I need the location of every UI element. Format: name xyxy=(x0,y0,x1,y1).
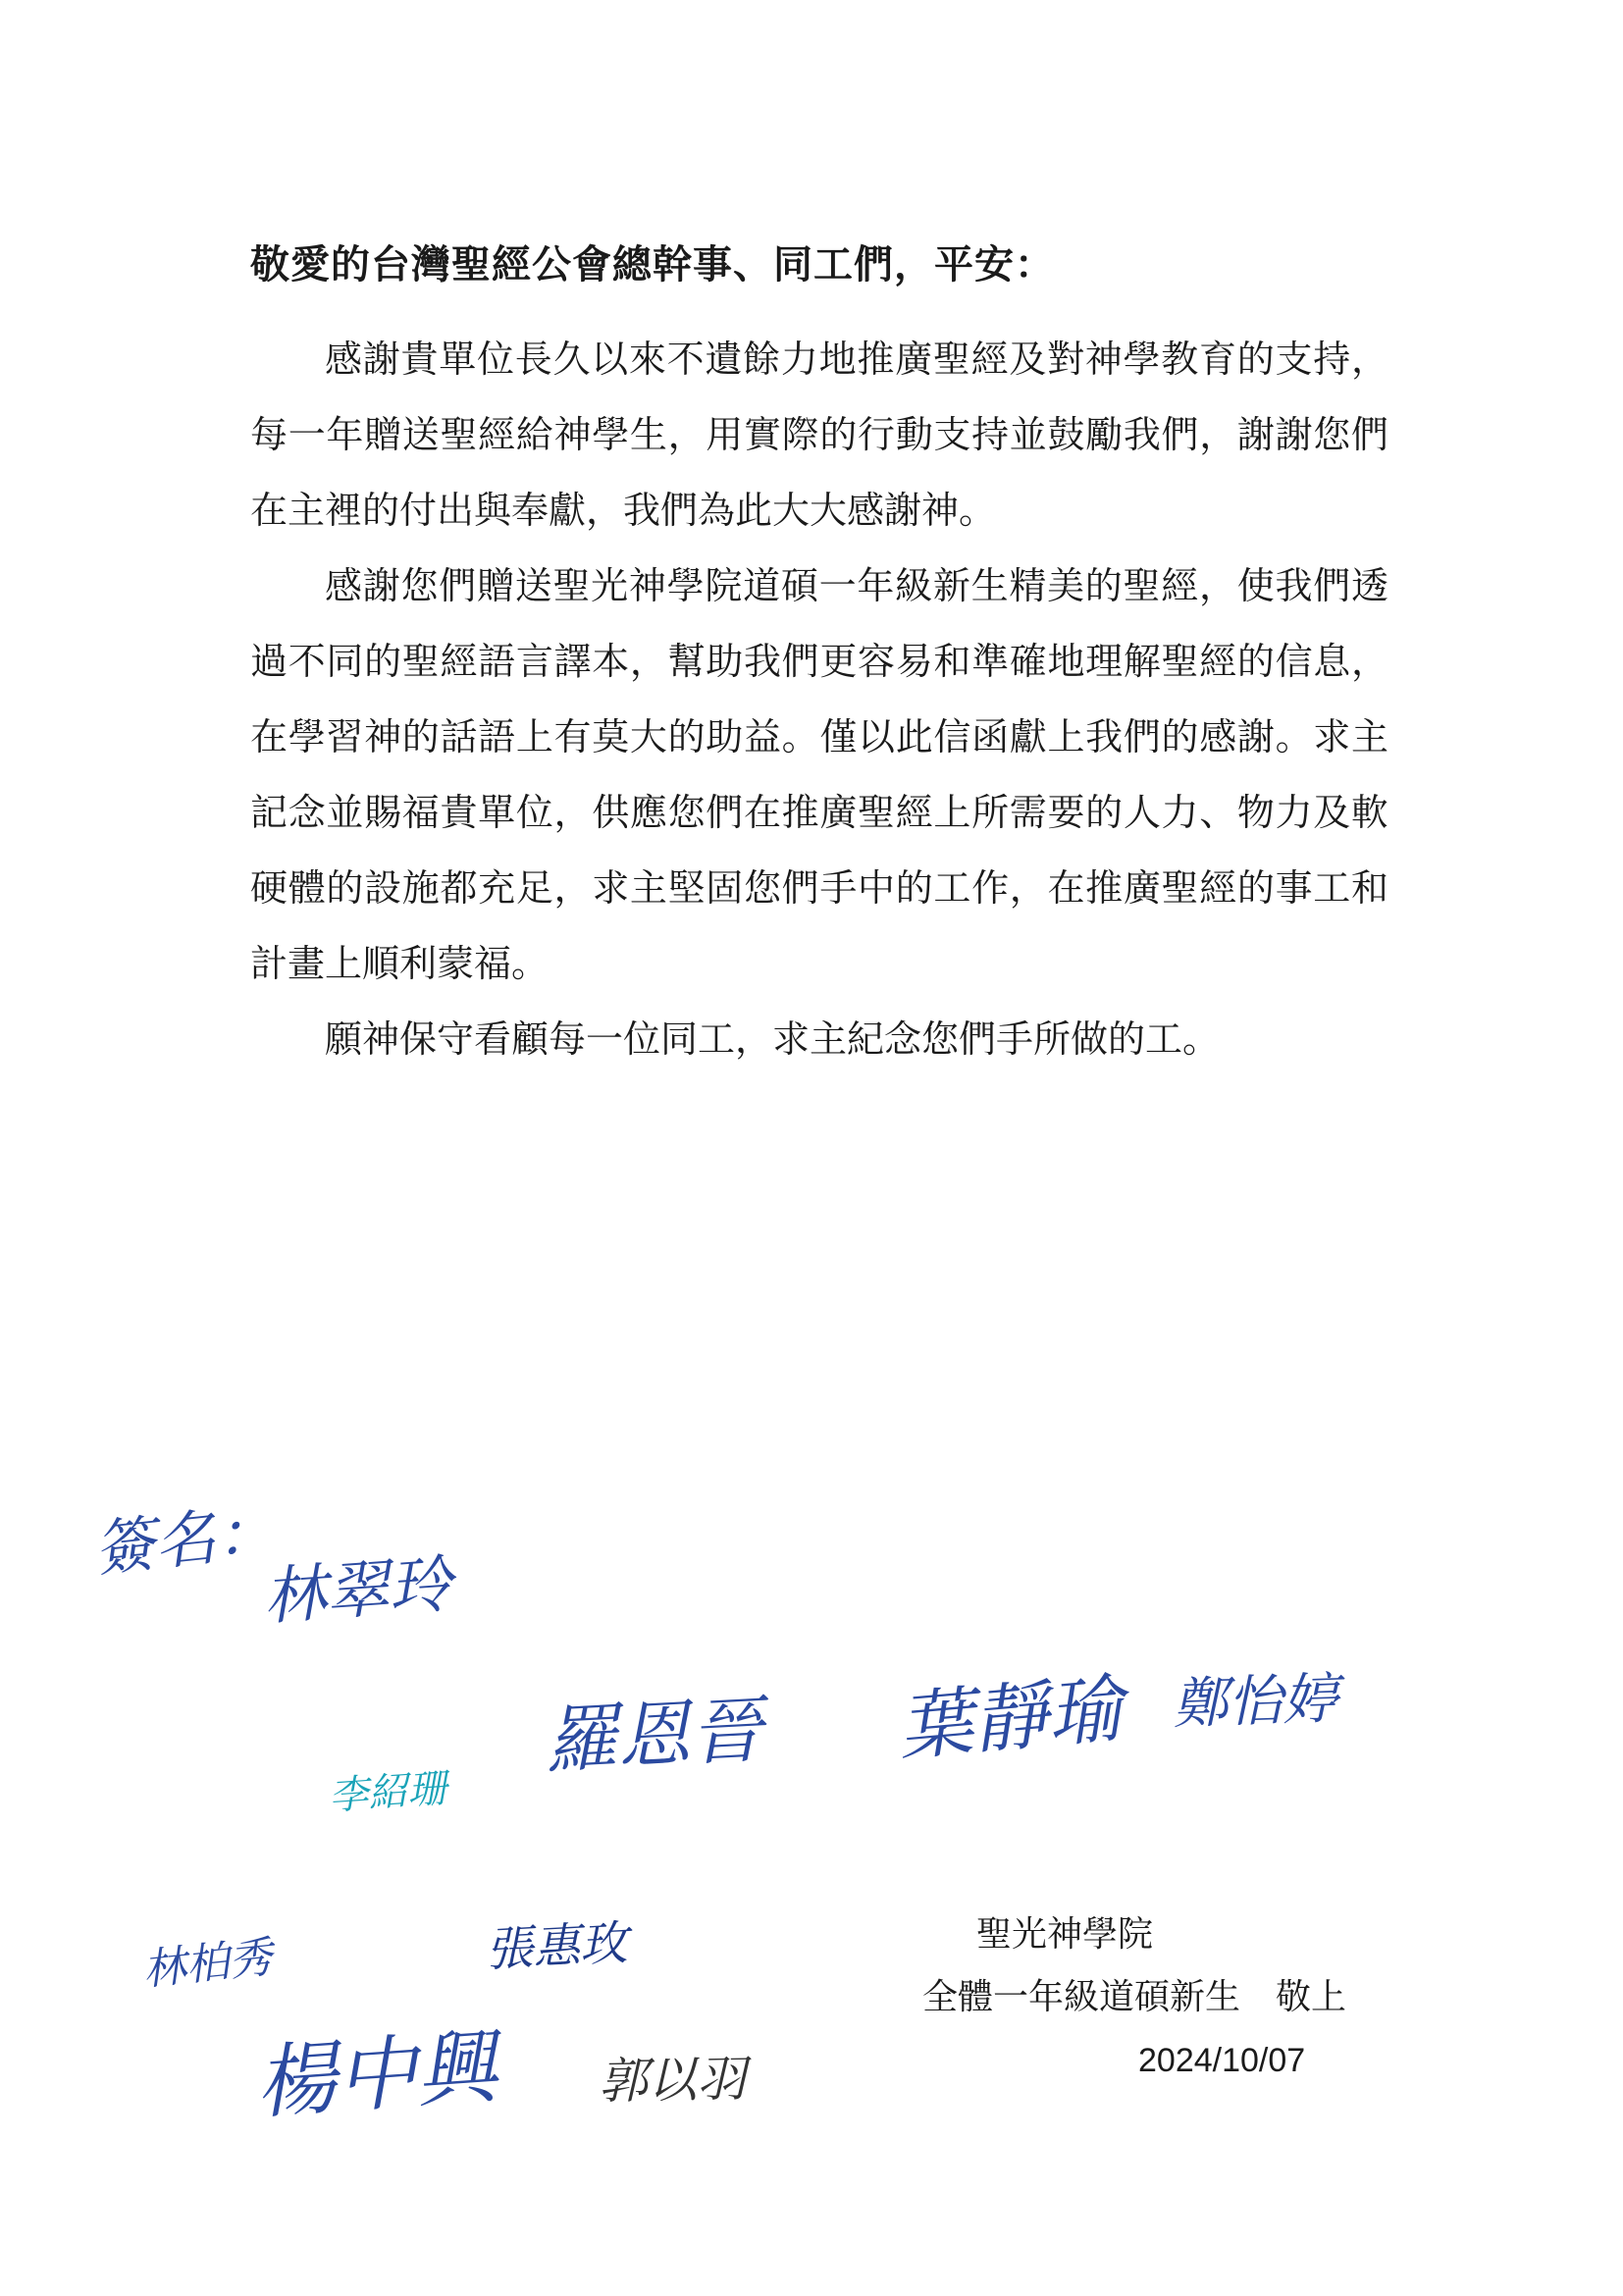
signoff-block xyxy=(922,1904,1393,2092)
signature-6: 林柏秀 xyxy=(140,1932,275,1996)
signature-8: 楊中興 xyxy=(252,2020,500,2131)
letter-body xyxy=(250,322,1388,1077)
signature-label: 簽名： xyxy=(90,1494,280,1586)
signature-2: 羅恩晉 xyxy=(543,1688,765,1784)
paragraph-3: 願神保守看顧每一位同工，求主紀念您們手所做的工。 xyxy=(325,1018,1221,1061)
paragraph-1: 感謝貴單位長久以來不遺餘力地推廣聖經及對神學教育的支持，每一年贈送聖經給神學生，用實際的行動支持並鼓勵我們，謝謝您們在主裡的付出與奉獻，我們為此大大感謝神。 xyxy=(250,338,1388,532)
signoff-date: 2024/10/07 xyxy=(1138,2042,1306,2079)
signature-3: 葉靜瑜 xyxy=(895,1664,1126,1771)
signature-4: 鄭怡婷 xyxy=(1172,1667,1339,1737)
signature-5: 李紹珊 xyxy=(327,1765,448,1820)
signoff-group: 全體一年級道碩新生 敬上 xyxy=(922,1977,1347,2017)
salutation: 敬愛的台灣聖經公會總幹事、同工們，平安： xyxy=(250,242,1055,287)
signature-7: 張惠玫 xyxy=(484,1915,629,1978)
signature-1: 林翠玲 xyxy=(261,1548,454,1635)
signoff-organization: 聖光神學院 xyxy=(976,1914,1154,1955)
signature-9: 郭以羽 xyxy=(598,2050,747,2111)
paragraph-2: 感謝您們贈送聖光神學院道碩一年級新生精美的聖經，使我們透過不同的聖經語言譯本，幫助我們更容易和準確地理解聖經的信息，在學習神的話語上有莫大的助益。僅以此信函獻上我們的感謝。求主記念並賜福貴單位，供應您們在推廣聖經上所需要的人力、物力及軟硬體的設施都充足，求主堅固您們手中的工作，在推廣聖經的事工和計畫上順利蒙福。 xyxy=(250,564,1388,985)
